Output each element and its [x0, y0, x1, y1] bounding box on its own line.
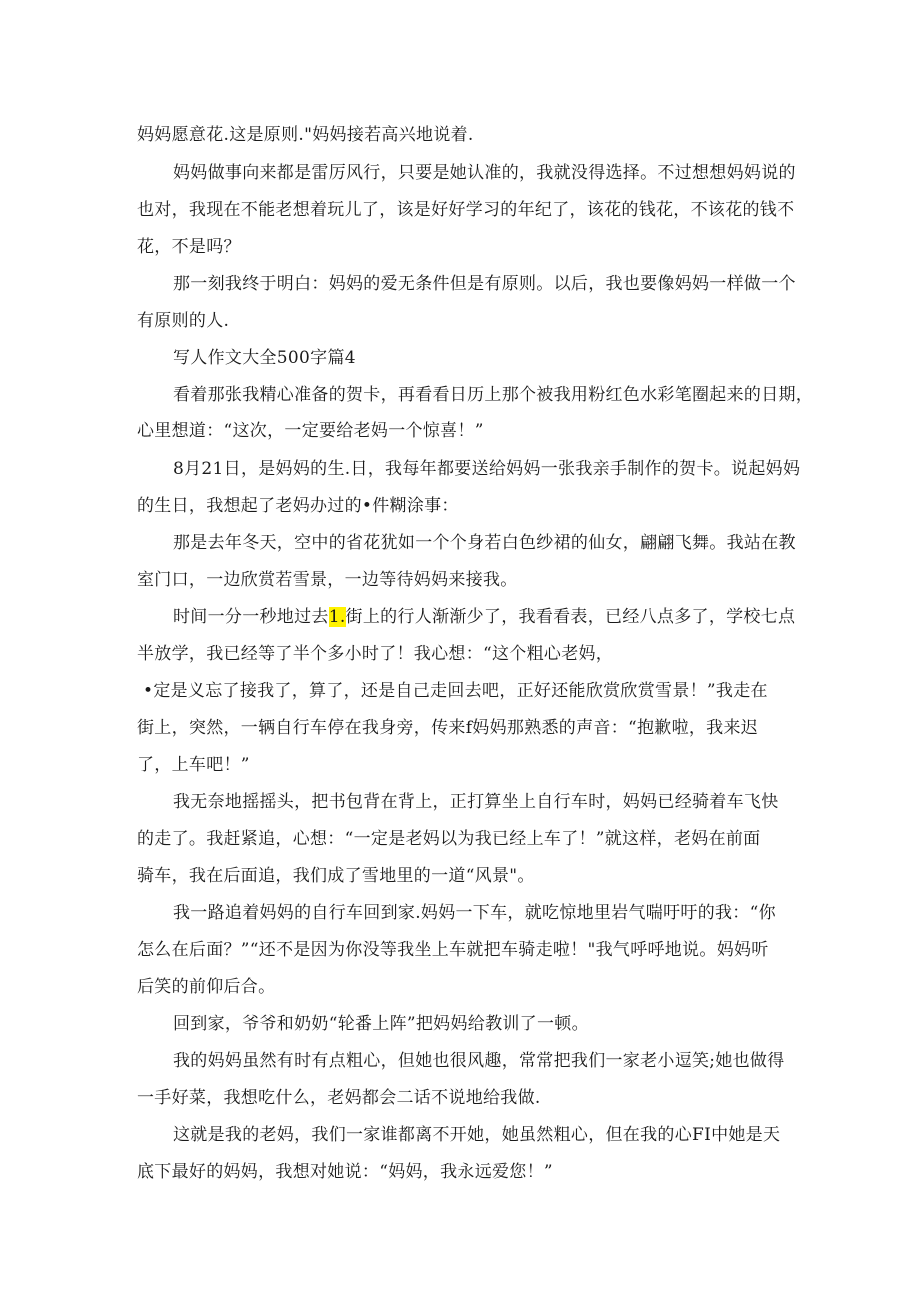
section-heading: 写人作文大全500字篇4 [173, 348, 356, 368]
text-line: 后笑的前仰后合。 [137, 977, 276, 997]
paragraph-line: 妈妈做事向来都是雷厉风行，只要是她认准的，我就没得选择。不过想想妈妈说的 [173, 163, 796, 183]
text-line: 的走了。我赶紧追，心想：“一定是老妈以为我已经上车了！”就这样，老妈在前面 [137, 829, 761, 849]
text-line: 街上，突然，一辆自行车停在我身旁，传来f妈妈那熟悉的声音：“抱歉啦，我来迟 [137, 718, 759, 738]
highlighted-text: 1. [328, 607, 346, 627]
text-line: 骑车，我在后面追，我们成了雪地里的一道“风景"。 [137, 866, 535, 886]
paragraph-line: 8月21日，是妈妈的生.日，我每年都要送给妈妈一张我亲手制作的贺卡。说起妈妈 [173, 459, 801, 479]
text-line: 室门口，一边欣赏若雪景，一边等待妈妈来接我。 [137, 570, 518, 590]
text-line: 妈妈愿意花.这是原则."妈妈接若高兴地说着. [137, 125, 474, 145]
paragraph-line: 看着那张我精心准备的贺卡，再看看日历上那个被我用粉红色水彩笔圈起来的日期， [173, 385, 814, 405]
text-line: 了，上车吧！” [137, 755, 250, 775]
paragraph-line: 我无奈地摇摇头，把书包背在背上，正打算坐上自行车时，妈妈已经骑着车飞快 [173, 792, 779, 812]
text-line: 的生日，我想起了老妈办过的•件糊涂事： [137, 496, 459, 516]
paragraph-line: 这就是我的老妈，我们一家谁都离不开她，她虽然粗心，但在我的心FI中她是天 [173, 1125, 781, 1145]
text-line: 心里想道：“这次，一定要给老妈一个惊喜！” [137, 421, 484, 441]
paragraph-line: 我的妈妈虽然有时有点粗心，但她也很风趣，常常把我们一家老小逗笑;她也做得 [173, 1051, 785, 1071]
text-segment: 时间一分一秒地过去 [173, 607, 329, 627]
text-line: 怎么在后面？”“还不是因为你没等我坐上车就把车骑走啦！"我气呼呼地说。妈妈听 [137, 940, 769, 960]
paragraph-line: 那一刻我终于明白：妈妈的爱无条件但是有原则。以后，我也要像妈妈一样做一个 [173, 274, 796, 294]
text-line: 花，不是吗？ [137, 237, 241, 257]
paragraph-line: 我一路追着妈妈的自行车回到家.妈妈一下车，就吃惊地里岩气喘吁吁的我：“你 [173, 903, 776, 923]
text-line: 有原则的人. [137, 311, 230, 331]
paragraph-line: 回到家，爷爷和奶奶“轮番上阵”把妈妈给教训了一顿。 [173, 1014, 589, 1034]
text-line: 底下最好的妈妈，我想对她说：“妈妈，我永远爱您！” [137, 1162, 553, 1182]
text-line: 也对，我现在不能老想着玩儿了，该是好好学习的年纪了，该花的钱花，不该花的钱不 [137, 200, 795, 220]
text-line: 一手好菜，我想吃什么，老妈都会二话不说地给我做. [137, 1088, 541, 1108]
text-line: •定是义忘了接我了，算了，还是自己走回去吧，正好还能欣赏欣赏雪景！”我走在 [143, 681, 768, 701]
text-line: 半放学，我已经等了半个多小时了！我心想：“这个粗心老妈， [137, 644, 614, 664]
paragraph-line: 那是去年冬天，空中的省花犹如一个个身若白色纱裙的仙女，翩翩飞舞。我站在教 [173, 533, 796, 553]
text-segment: 街上的行人渐渐少了，我看看表，已经八点多了，学校七点 [345, 607, 796, 627]
paragraph-line [173, 606, 795, 628]
